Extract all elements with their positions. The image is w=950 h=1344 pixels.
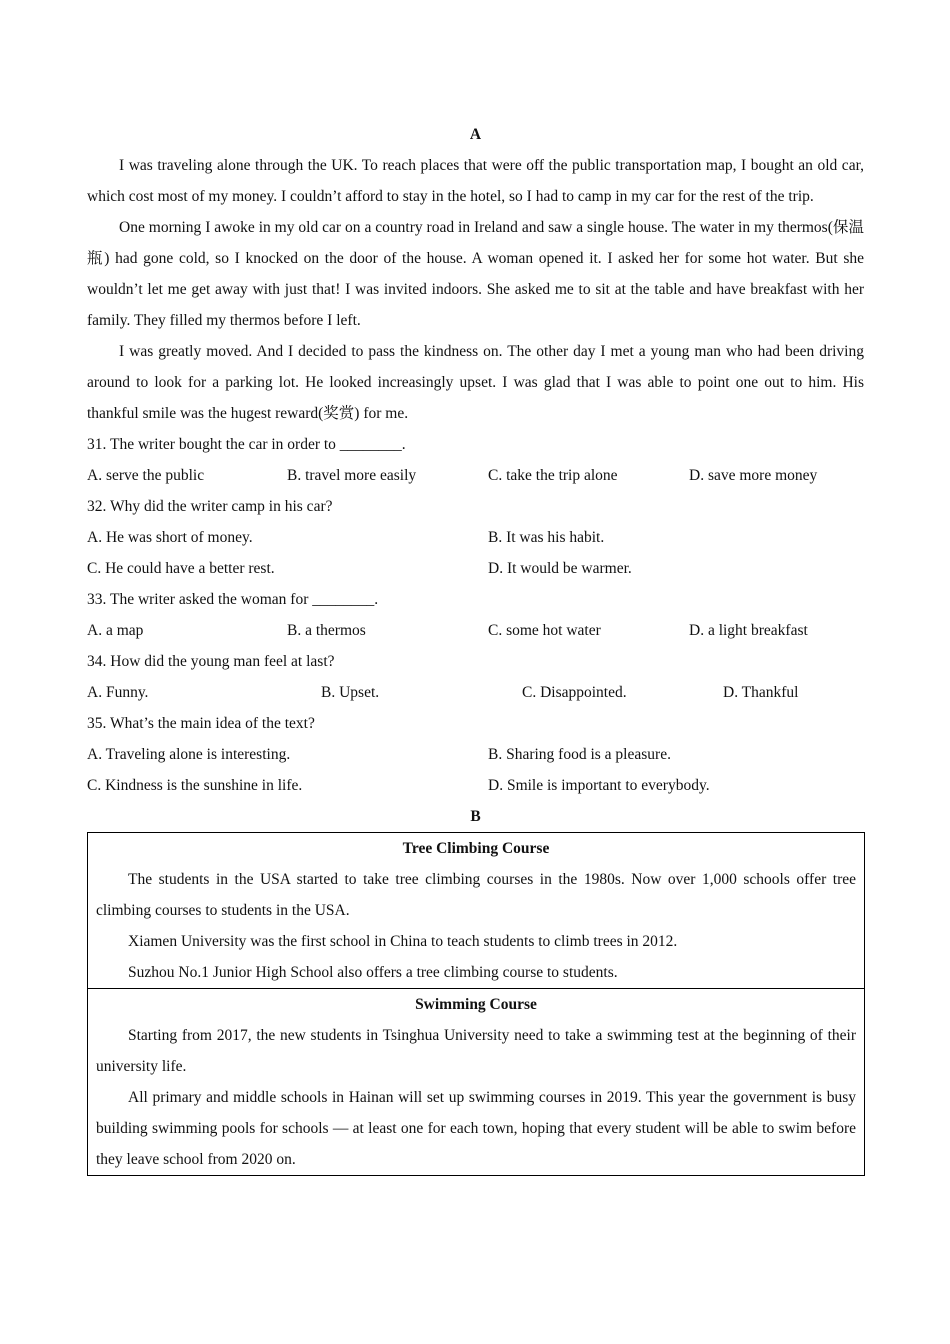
option-b: B. It was his habit. [488, 529, 605, 546]
course-paragraph: Suzhou No.1 Junior High School also offers a tree climbing course to students. [128, 964, 618, 981]
course-title: Swimming Course [415, 996, 537, 1013]
course-paragraph: Xiamen University was the first school in China to teach students to climb trees in 2012. [128, 933, 678, 950]
question-34-options [87, 677, 864, 708]
option-b: B. Upset. [321, 684, 380, 701]
question-35-options-row1 [87, 739, 864, 770]
passage-paragraph-2: One morning I awoke in my old car on a country road in Ireland and saw a single house. The water in my thermos(保温瓶) had gone cold, so I knocked on the door of the house. A woman opened it. I asked her for some hot water. But she wouldn’t let me get away with just that! I was invited indoors. She asked me to sit at the table and have breakfast with her family. They filled my thermos before I left. [87, 219, 864, 329]
option-a: A. serve the public [87, 467, 205, 484]
course-paragraph: Starting from 2017, the new students in Tsinghua University need to take a swimming test at the beginning of their university life. [96, 1027, 856, 1075]
question-32-options-row1 [87, 522, 864, 553]
option-d: D. It would be warmer. [488, 560, 632, 577]
option-d: D. a light breakfast [689, 622, 808, 639]
question-35-options-row2 [87, 770, 864, 801]
option-b: B. travel more easily [287, 467, 417, 484]
question-33: 33. The writer asked the woman for ________. [87, 591, 379, 608]
course-box-swimming [88, 989, 865, 1176]
section-b-heading: B [470, 808, 481, 825]
course-title: Tree Climbing Course [402, 840, 550, 857]
option-d: D. save more money [689, 467, 818, 484]
option-d: D. Smile is important to everybody. [488, 777, 710, 794]
question-34: 34. How did the young man feel at last? [87, 653, 335, 670]
course-paragraph: All primary and middle schools in Hainan will set up swimming courses in 2019. This year the government is busy building swimming pools for schools — at least one for each town, hoping that every student will be able to swim before they leave school from 2020 on. [96, 1089, 856, 1168]
question-31: 31. The writer bought the car in order to ________. [87, 436, 406, 453]
question-33-options [87, 615, 864, 646]
option-c: C. Disappointed. [522, 684, 627, 701]
option-a: A. a map [87, 622, 144, 639]
option-c: C. some hot water [488, 622, 601, 639]
option-c: C. He could have a better rest. [87, 560, 275, 577]
option-a: A. He was short of money. [87, 529, 253, 546]
passage-paragraph-1: I was traveling alone through the UK. To reach places that were off the public transportation map, I bought an old car, which cost most of my money. I couldn’t afford to stay in the hotel, so I had to camp in my car for the rest of the trip. [87, 157, 864, 205]
question-35: 35. What’s the main idea of the text? [87, 715, 315, 732]
question-31-options [87, 460, 864, 491]
question-32-options-row2 [87, 553, 864, 584]
exam-page [87, 119, 864, 1176]
option-a: A. Traveling alone is interesting. [87, 746, 291, 763]
course-box-tree-climbing [88, 833, 865, 989]
section-a-heading: A [469, 126, 482, 143]
question-32: 32. Why did the writer camp in his car? [87, 498, 333, 515]
option-c: C. take the trip alone [488, 467, 618, 484]
option-d: D. Thankful [723, 684, 799, 701]
option-c: C. Kindness is the sunshine in life. [87, 777, 303, 794]
option-b: B. Sharing food is a pleasure. [488, 746, 671, 763]
passage-paragraph-3: I was greatly moved. And I decided to pass the kindness on. The other day I met a young man who had been driving around to look for a parking lot. He looked increasingly upset. I was glad that I was able to point one out to him. His thankful smile was the hugest reward(奖赏) for me. [87, 343, 864, 422]
option-b: B. a thermos [287, 622, 366, 639]
option-a: A. Funny. [87, 684, 149, 701]
course-paragraph: The students in the USA started to take tree climbing courses in the 1980s. Now over 1,000 schools offer tree climbing courses to students in the USA. [96, 871, 856, 919]
course-table [87, 832, 865, 1176]
